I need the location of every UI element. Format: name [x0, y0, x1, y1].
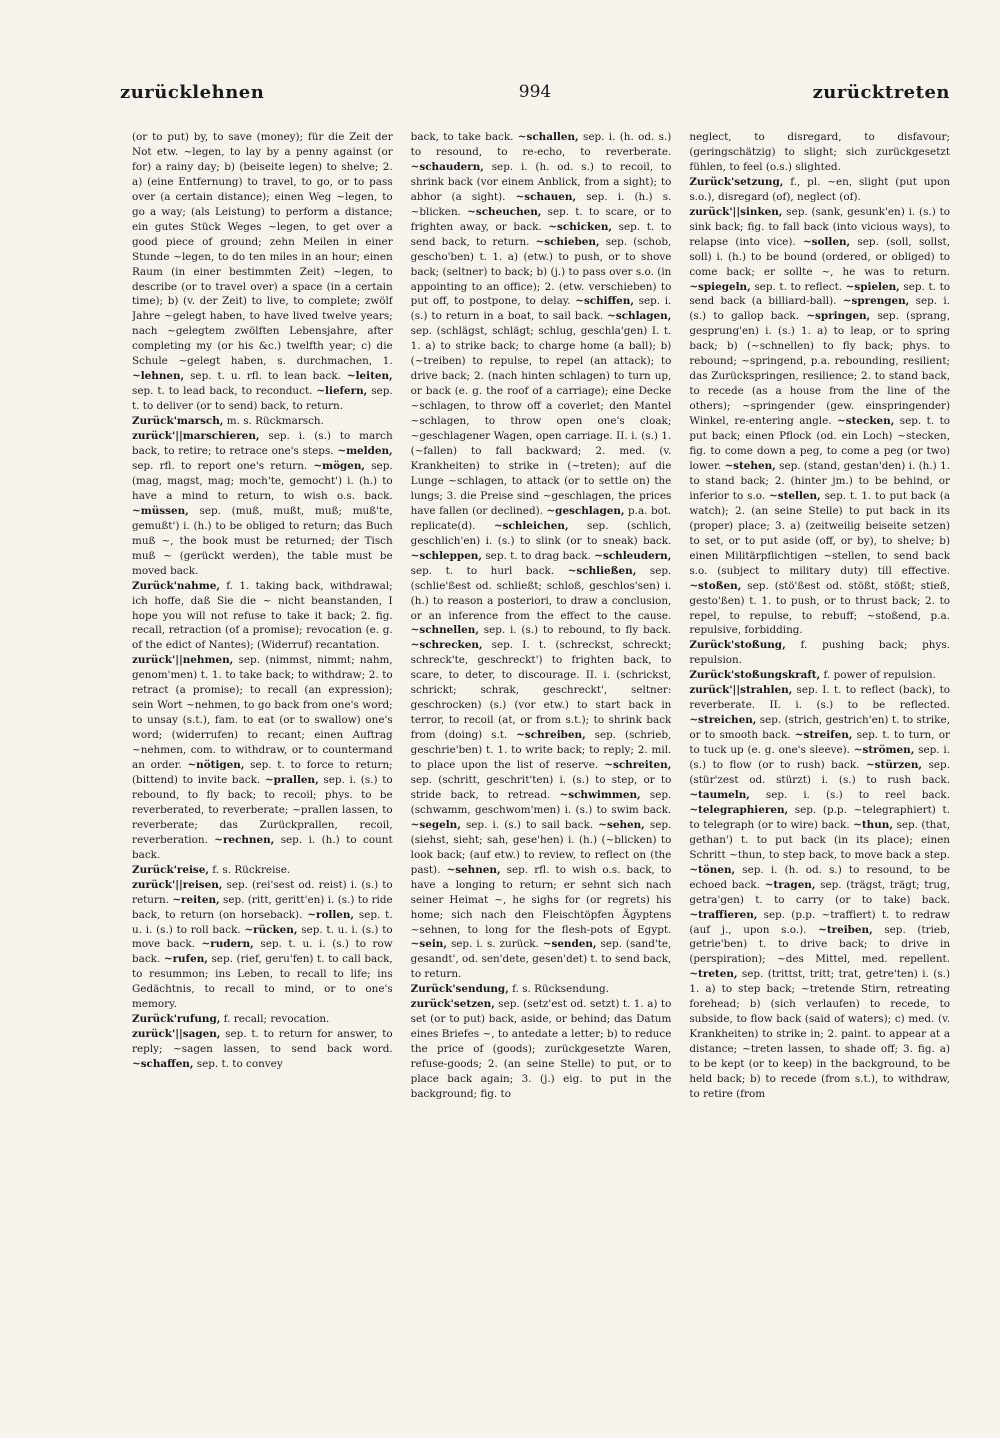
column-right	[689, 130, 950, 1420]
headword: ~rollen,	[307, 908, 355, 921]
headword: ~streifen,	[794, 729, 853, 742]
entry-text: sep. t. to send back (a billiard-ball).	[689, 280, 951, 308]
headword: ~mögen,	[313, 459, 366, 472]
headword: ~schleudern,	[594, 549, 672, 562]
entry-text: sep. i. (s.) to march back, to retire; to retrace one's steps.	[132, 430, 393, 458]
headword: ~schaffen,	[132, 1058, 194, 1071]
entry-text: sep. (trägst, trägt; trug, getra'gen) t. to carry (or to take) back.	[689, 878, 951, 906]
entry-text: sep. (that, gethan') t. to put back (in its place); einen Schritt ~thun, to step back, to move back a step.	[689, 818, 951, 861]
headword: ~schwimmen,	[559, 788, 641, 801]
headword: ~treiben,	[818, 923, 873, 936]
entry-text: sep. i. (s.) to rebound, to fly back.	[478, 624, 672, 637]
entry-text: f. s. Rücksendung.	[508, 983, 609, 996]
column-middle	[411, 130, 672, 1420]
entry-text: sep. t. to reflect.	[750, 280, 846, 293]
headword: ~schreiten,	[604, 759, 672, 772]
dictionary-entry	[689, 668, 950, 683]
entry-text: sep. t. to deliver (or to send) back, to return.	[132, 385, 393, 413]
entry-text: sep. t. to turn, or to tuck up (e. g. one's sleeve).	[689, 729, 951, 757]
headword: ~scheuchen,	[467, 205, 542, 218]
entry-text: sep. t. to return for answer, to reply; ~sagen lassen, to send back word.	[132, 1028, 393, 1056]
dictionary-entry	[132, 653, 393, 862]
headword: Zurück'stoßungskraft,	[689, 669, 821, 682]
headword: ~schleppen,	[410, 549, 482, 562]
headword: ~senden,	[542, 938, 597, 951]
headword: ~müssen,	[132, 504, 189, 517]
headword: zurück'||nehmen,	[132, 654, 234, 667]
entry-text: sep. (trittst, tritt; trat, getre'ten) i. (s.) 1. a) to step back; ~tretende Stirn, retreating forehead; b) (sich verlaufen) to recede, to subside, to flow back (said of waters); c) med. (v. Krankheiten) to strike in; 2. paint. to appear at a distance; ~treten lassen, to shade off; 3. fig. a) to be kept (or to keep) in the background, to be held back; b) to recede (from s.t.), to withdraw, to retire (from	[689, 968, 951, 1100]
dictionary-entry	[132, 414, 393, 429]
entry-text: sep. (muß, mußt, muß; muß'te, gemußt') i. (h.) to be obliged to return; das Buch muß ~, the book must be returned; der Tisch muß ~ (gerückt werden), the table must be moved back.	[132, 504, 393, 577]
entry-text: sep. t. u. i. (s.) to move back.	[132, 923, 393, 951]
left-catchword: zurücklehnen	[120, 82, 265, 103]
headword: ~tragen,	[764, 878, 816, 891]
entry-text: sep. (p.p. ~telegraphiert) t. to telegraph (or to wire) back.	[689, 803, 951, 831]
entry-text: sep. (nimmst, nimmt; nahm, genom'men) t. 1. to take back; to withdraw; 2. to retract (a promise); to recall (an expression); sein Wort ~nehmen, to go back from one's word; to unsay (s.t.), fam. to eat (or to swallow) one's word; (widerrufen) to recant; einen Auftrag ~nehmen, com. to withdraw, or to countermand an order.	[132, 654, 393, 772]
headword: Zurück'sendung,	[410, 983, 509, 996]
headword: ~sollen,	[802, 235, 851, 248]
entry-text: sep. i. (h. od. s.) to resound, to re-echo, to reverberate.	[410, 131, 672, 158]
headword: ~schauen,	[515, 190, 577, 203]
entry-text: sep. (schrieb, geschrie'ben) t. 1. to write back; to reply; 2. mil. to place upon the list of reserve.	[410, 729, 672, 772]
entry-text: sep. i. (s.) to reel back.	[749, 788, 951, 801]
headword: ~streichen,	[689, 714, 757, 727]
dictionary-entry	[689, 130, 950, 175]
entry-text: neglect, to disregard, to disfavour; (geringschätzig) to slight; sich zurückgesetzt fühlen, to feel (o.s.) slighted.	[689, 131, 951, 173]
headword: ~prallen,	[264, 773, 319, 786]
dictionary-entry	[132, 863, 393, 878]
entry-text: m. s. Rückmarsch.	[223, 415, 324, 428]
dictionary-entry	[132, 878, 393, 1013]
entry-text: sep. t. to put back; einen Pflock (od. ein Loch) ~stecken, fig. to come down a peg, to come a peg (or two) lower.	[689, 415, 951, 472]
entry-text: sep. (sprang, gesprung'en) i. (s.) 1. a) to leap, or to spring back; b) (~schnellen) to fly back; phys. to rebound; ~springend, p.a. rebounding, resilient; das Zurückspringen, resilience; 2. to stand back, to recede (as a house from the line of the others); ~springender (gew. einspringender) Winkel, re-entering angle.	[689, 310, 951, 428]
headword: ~taumeln,	[689, 788, 750, 801]
headword: ~schieben,	[535, 235, 600, 248]
entry-text: sep. (stö'ßest od. stößt, stößt; stieß, gesto'ßen) t. 1. to push, or to thrust back; 2. to repel, to repulse, to rebuff; ~stoßend, p.a. repulsive, forbidding.	[689, 579, 951, 637]
entry-text: sep. t. 1. to put back (a watch); 2. (an seine Stelle) to put back in its (proper) place; 3. a) (zeitweilig beiseite setzen) to set, or to put aside (off, or by), to shelve; b) einen Militärpflichtigen ~stellen, to send back s.o. (subject to military duty) till effective.	[689, 489, 951, 577]
headword: Zurück'rufung,	[132, 1013, 221, 1026]
headword: zurück'||strahlen,	[689, 684, 793, 697]
entry-text: f., pl. ~en, slight (put upon s.o.), disregard (of), neglect (of).	[689, 175, 951, 203]
dictionary-entry	[689, 175, 950, 205]
entry-text: back, to take back.	[410, 131, 518, 143]
entry-text: sep. (rief, geru'fen) t. to call back, to resummon; ins Leben, to recall to life; ins Gedächtnis, to recall to mind, or to one's memory.	[132, 953, 393, 1011]
headword: ~thun,	[853, 818, 893, 831]
headword: ~tönen,	[689, 863, 736, 876]
headword: ~rufen,	[163, 953, 208, 966]
headword: Zurück'marsch,	[132, 415, 224, 428]
headword: ~stehen,	[724, 459, 776, 472]
headword: ~liefern,	[316, 385, 368, 398]
headword: ~spiegeln,	[689, 280, 751, 293]
headword: zurück'||sagen,	[132, 1028, 221, 1041]
entry-text: sep. (siehst, sieht; sah, gese'hen) i. (h.) (~blicken) to look back; (auf etw.) to review, to reflect on (the past).	[410, 818, 672, 876]
entry-text: sep. t. to drag back.	[481, 549, 595, 562]
dictionary-entry	[689, 205, 950, 639]
entry-text: sep. (schwamm, geschwom'men) i. (s.) to swim back.	[410, 788, 672, 816]
headword: ~leiten,	[346, 370, 393, 383]
entry-text: sep. t. to hurl back.	[410, 564, 568, 577]
entry-text: sep. (p.p. ~traffiert) t. to redraw (auf j., upon s.o.).	[689, 908, 951, 936]
page-header	[120, 82, 950, 122]
headword: ~strömen,	[853, 744, 915, 757]
entry-text: sep. rfl. to report one's return.	[132, 459, 314, 472]
entry-text: sep. t. to force to return; (bittend) to invite back.	[132, 759, 393, 786]
headword: zurück'||marschieren,	[132, 430, 260, 443]
headword: ~schicken,	[548, 220, 613, 233]
entry-text: (or to put) by, to save (money); für die Zeit der Not etw. ~legen, to lay by a penny against (or for) a rainy day; b) (beiseite legen) to shelve; 2. a) (eine Entfernung) to travel, to go, or to pass over (a certain distance); einen Weg ~legen, to go a way; (als Leistung) to perform a distance; ein gutes Stück Weges ~legen, to get over a good piece of ground; zehn Meilen in einer Stunde ~legen, to do ten miles in an hour; einen Raum (in einer bestimmten Zeit) ~legen, to describe (or to travel over) a space (in a certain time); b) (v. der Zeit) to live, to complete; zwölf Jahre ~gelegt haben, to have lived twelve years; nach ~gelegtem zwölften Lebensjahre, after completing my (or his &c.) twelfth year; c) die Schule ~gelegt haben, s. durchmachen, 1.	[132, 131, 393, 368]
entry-text: sep. (stand, gestan'den) i. (h.) 1. to stand back; 2. (hinter jm.) to be behind, or inferior to s.o.	[689, 459, 951, 502]
headword: ~melden,	[337, 445, 393, 458]
entry-text: f. power of repulsion.	[820, 669, 936, 682]
headword: ~rechnen,	[214, 833, 275, 846]
headword: Zurück'reise,	[132, 863, 209, 876]
entry-text: sep. (stür'zest od. stürzt) i. (s.) to rush back.	[689, 759, 951, 786]
entry-text: sep. t. to convey	[193, 1058, 283, 1071]
dictionary-entry	[132, 429, 393, 579]
entry-text: sep. (trieb, getrie'ben) t. to drive back; to drive in (perspiration); ~des Mittel, med. repellent.	[689, 923, 951, 966]
headword: ~traffieren,	[689, 908, 758, 921]
headword: zurück'||reisen,	[132, 878, 223, 891]
headword: ~sprengen,	[842, 295, 910, 308]
headword: zurück'setzen,	[410, 998, 495, 1011]
headword: ~schrecken,	[410, 639, 483, 652]
headword: ~schreiben,	[516, 729, 586, 742]
entry-text: sep. rfl. to wish o.s. back, to have a longing to return; er sehnt sich nach seiner Heimat ~, he sighs for (or regrets) his home; sich nach den Fleischtöpfen Ägyptens ~sehnen, to long for the flesh-pots of Egypt.	[410, 863, 672, 936]
entry-text: sep. (ritt, geritt'en) i. (s.) to ride back, to return (on horseback).	[132, 893, 393, 921]
entry-text: sep. t. u. i. (s.) to roll back.	[132, 908, 393, 936]
entry-text: sep. i. (s.) to flow (or to rush) back.	[689, 744, 951, 772]
entry-text: f. s. Rückreise.	[209, 863, 291, 876]
headword: ~schlagen,	[607, 310, 672, 323]
dictionary-entry	[411, 130, 672, 982]
headword: ~rücken,	[244, 923, 298, 936]
headword: ~spielen,	[845, 280, 900, 293]
entry-text: sep. i. (s.) to rebound, to fly back; to recoil; phys. to be reverberated, to reverberate; ~prallen lassen, to reverberate; das Zurückprallen, recoil, reverberation.	[132, 773, 393, 846]
entry-text: sep. t. u. i. (s.) to row back.	[132, 938, 393, 966]
entry-text: sep. I. t. (schreckst, schreckt; schreck'te, geschreckt') to frighten back, to scare, to deter, to discourage. II. i. (schrickst, schrickt; schrak, geschreckt', seltner: geschrocken) (s.) (vor etw.) to start back in terror, to recoil (at, or from s.t.); to shrink back from (doing) s.t.	[410, 639, 672, 742]
dictionary-entry	[132, 579, 393, 654]
headword: ~schallen,	[517, 131, 579, 143]
entry-text: sep. i. (h.) s. ~blicken.	[410, 190, 672, 218]
headword: ~schaudern,	[410, 160, 484, 173]
dictionary-entry	[411, 997, 672, 1102]
dictionary-entry	[132, 130, 393, 414]
entry-text: sep. (schob, gescho'ben) t. 1. a) (etw.) to push, or to shove back; (seltner) to back; b) (j.) to pass over s.o. (in appointing to an office); 2. (etw. verschieben) to put off, to postpone, to delay.	[410, 235, 672, 308]
entry-text: sep. (strich, gestrich'en) t. to strike, or to smooth back.	[689, 714, 951, 742]
headword: ~schiffen,	[575, 295, 634, 308]
headword: ~schleichen,	[493, 519, 569, 532]
headword: ~sehnen,	[446, 863, 501, 876]
entry-text: sep. t. to lead back, to reconduct.	[132, 385, 317, 398]
headword: ~stellen,	[769, 489, 821, 502]
entry-text: sep. (schlie'ßest od. schließt; schloß, geschlos'sen) i. (h.) to reason a posteriori, to draw a conclusion, or an inference from the effect to the cause.	[410, 564, 672, 622]
entry-text: p.a. bot. replicate(d).	[410, 504, 672, 532]
entry-text: f. recall; revocation.	[220, 1013, 330, 1026]
headword: ~springen,	[806, 310, 871, 323]
entry-text: sep. t. to send back, to return.	[410, 220, 672, 248]
headword: ~nötigen,	[187, 759, 245, 772]
headword: ~telegraphieren,	[689, 803, 789, 816]
entry-text: sep. t. to scare, or to frighten away, or back.	[410, 205, 672, 233]
headword: ~sehen,	[598, 818, 645, 831]
entry-text: sep. i. (s.) to return in a boat, to sail back.	[410, 295, 672, 323]
dictionary-entry	[132, 1027, 393, 1072]
entry-text: sep. (setz'est od. setzt) t. 1. a) to set (or to put) back, aside, or behind; das Datum eines Briefes ~, to antedate a letter; b) to reduce the price of (goods); zurückgesetzte Waren, refuse-goods; 2. (an seine Stelle) to put, or to place back again; 3. (j.) eig. to put in the background; fig. to	[410, 998, 672, 1100]
entry-text: sep. i. (s.) to sail back.	[460, 818, 599, 831]
headword: ~stoßen,	[689, 579, 742, 592]
headword: ~schnellen,	[410, 624, 479, 637]
entry-text: f. 1. taking back, withdrawal; ich hoffe, daß Sie die ~ nicht beanstanden, I hope you will not refuse to take it back; 2. fig. recall, retraction (of a promise); revocation (e. g. of the edict of Nantes); (Widerruf) recantation.	[132, 579, 393, 652]
entry-text: sep. (schritt, geschrit'ten) i. (s.) to step, or to stride back, to retread.	[410, 773, 672, 801]
headword: Zurück'stoßung,	[689, 639, 786, 652]
dictionary-entry	[689, 638, 950, 668]
entry-text: sep. i. (h. od. s.) to recoil, to shrink back (vor einem Anblick, from a sight); to abhor (a sight).	[410, 160, 672, 203]
entry-text: sep. i. (s.) to gallop back.	[689, 295, 951, 323]
entry-text: sep. (schlich, geschlich'en) i. (s.) to slink (or to sneak) back.	[410, 519, 672, 547]
headword: ~treten,	[689, 968, 738, 981]
entry-text: f. pushing back; phys. repulsion.	[689, 639, 951, 667]
entry-text: sep. t. u. rfl. to lean back.	[184, 370, 347, 383]
entry-text: sep. i. s. zurück.	[446, 938, 543, 951]
entry-text: sep. i. (h.) to count back.	[132, 833, 393, 861]
entry-text: sep. (mag, magst, mag; moch'te, gemocht') i. (h.) to have a mind to return, to wish o.s. back.	[132, 459, 393, 502]
entry-text: sep. (sank, gesunk'en) i. (s.) to sink back; fig. to fall back (into vicious ways), to relapse (into vice).	[689, 205, 951, 248]
entry-text: sep. (rei'sest od. reist) i. (s.) to return.	[132, 878, 393, 906]
headword: ~rudern,	[201, 938, 254, 951]
headword: ~lehnen,	[132, 370, 185, 383]
headword: ~geschlagen,	[546, 504, 625, 517]
headword: ~segeln,	[410, 818, 461, 831]
dictionary-entry	[411, 982, 672, 997]
entry-text: sep. (schlägst, schlägt; schlug, geschla'gen) I. t. 1. a) to strike back; to charge home (a ball); b) (~treiben) to repulse, to repel (an attack); to drive back; 2. (nach hinten schlagen) to turn up, or back (e. g. the roof of a carriage); eine Decke ~schlagen, to throw off a coverlet; den Mantel ~schlagen, to throw open one's cloak; ~geschlagener Wagen, open carriage. II. i. (s.) 1. (~fallen) to fall backward; 2. med. (v. Krankheiten) to strike in (~treten); auf die Lunge ~schlagen, to attack (or to settle on) the lungs; 3. die Preise sind ~geschlagen, the prices have fallen (or declined).	[410, 325, 672, 517]
right-catchword: zurücktreten	[812, 82, 950, 103]
page-number: 994	[518, 82, 552, 102]
headword: ~sein,	[410, 938, 447, 951]
headword: zurück'||sinken,	[689, 205, 783, 218]
headword: ~schließen,	[567, 564, 637, 577]
headword: ~reiten,	[172, 893, 220, 906]
entry-text: sep. (soll, sollst, soll) i. (h.) to be bound (ordered, or obliged) to come back; er sollte ~, he was to return.	[689, 235, 951, 278]
headword: ~stecken,	[837, 415, 895, 428]
dictionary-entry	[689, 683, 950, 1102]
headword: ~stürzen,	[865, 759, 923, 772]
headword: Zurück'nahme,	[132, 579, 220, 592]
column-left	[132, 130, 393, 1420]
entry-text: sep. I. t. to reflect (back), to reverberate. II. i. (s.) to be reflected.	[689, 684, 951, 712]
headword: Zurück'setzung,	[689, 175, 784, 188]
dictionary-entry	[132, 1012, 393, 1027]
entry-text: sep. (sand'te, gesandt', od. sen'dete, gesen'det) t. to send back, to return.	[410, 938, 672, 981]
entry-text: sep. i. (h. od. s.) to resound, to be echoed back.	[689, 863, 951, 891]
text-columns	[132, 130, 950, 1420]
